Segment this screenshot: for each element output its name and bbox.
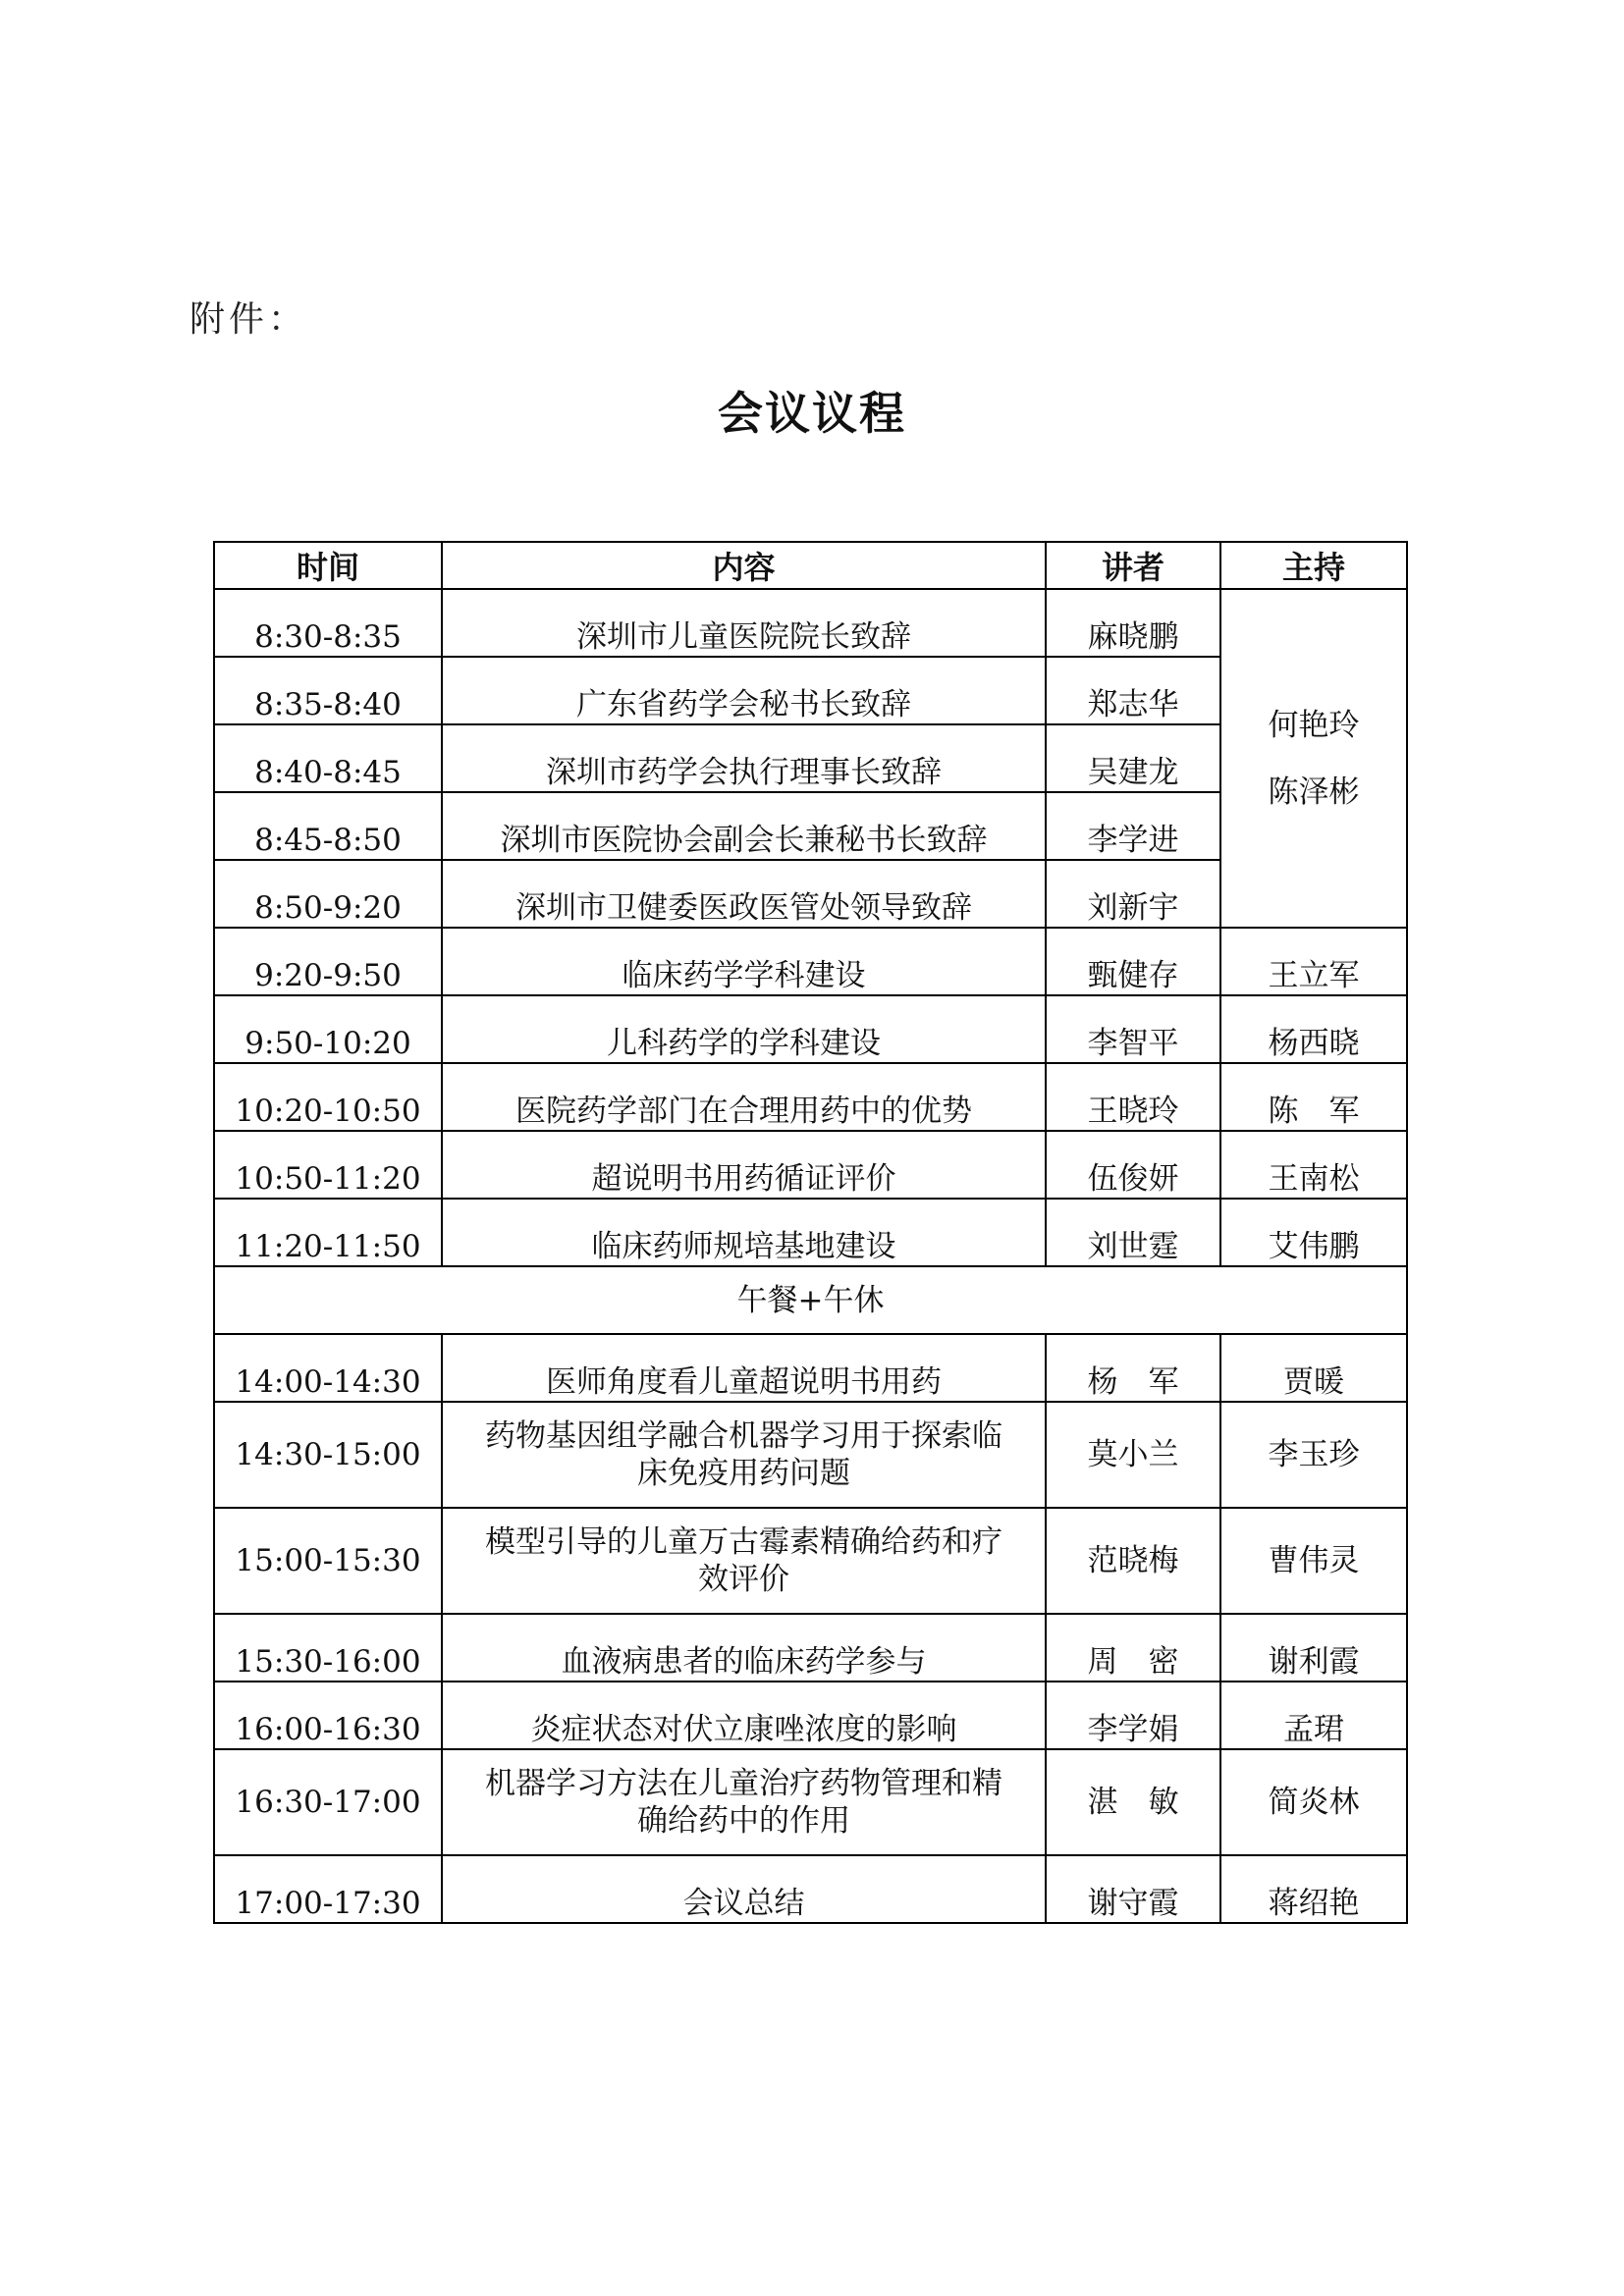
speaker-cell: 谢守霞 <box>1046 1855 1220 1923</box>
agenda-table <box>213 541 1408 1924</box>
host-cell: 谢利霞 <box>1220 1614 1407 1682</box>
time-cell: 8:50-9:20 <box>214 860 442 928</box>
content-cell: 深圳市医院协会副会长兼秘书长致辞 <box>442 792 1046 860</box>
content-cell: 超说明书用药循证评价 <box>442 1131 1046 1199</box>
speaker-cell: 郑志华 <box>1046 657 1220 724</box>
page-title: 会议议程 <box>718 387 906 440</box>
time-cell: 8:30-8:35 <box>214 589 442 657</box>
host-cell: 李玉珍 <box>1220 1402 1407 1508</box>
time-cell: 9:20-9:50 <box>214 928 442 995</box>
lunch-row <box>214 1266 1407 1334</box>
lunch-break-cell: 午餐+午休 <box>214 1266 1407 1334</box>
host-cell: 陈 军 <box>1220 1063 1407 1131</box>
header-content: 内容 <box>442 542 1046 589</box>
time-cell: 8:45-8:50 <box>214 792 442 860</box>
time-cell: 9:50-10:20 <box>214 995 442 1063</box>
content-cell <box>442 1508 1046 1614</box>
table-row <box>214 589 1407 657</box>
host-cell: 蒋绍艳 <box>1220 1855 1407 1923</box>
host-cell: 简炎林 <box>1220 1749 1407 1855</box>
content-cell: 炎症状态对伏立康唑浓度的影响 <box>442 1682 1046 1749</box>
table-row <box>214 1063 1407 1131</box>
table-row <box>214 1199 1407 1266</box>
content-cell: 血液病患者的临床药学参与 <box>442 1614 1046 1682</box>
time-cell: 15:30-16:00 <box>214 1614 442 1682</box>
speaker-cell: 李学娟 <box>1046 1682 1220 1749</box>
host-cell: 王南松 <box>1220 1131 1407 1199</box>
time-cell: 15:00-15:30 <box>214 1508 442 1614</box>
time-cell: 10:50-11:20 <box>214 1131 442 1199</box>
table-row <box>214 928 1407 995</box>
speaker-cell: 范晓梅 <box>1046 1508 1220 1614</box>
table-row <box>214 1334 1407 1402</box>
content-cell: 临床药学学科建设 <box>442 928 1046 995</box>
table-row <box>214 1749 1407 1855</box>
header-speaker: 讲者 <box>1046 542 1220 589</box>
speaker-cell: 莫小兰 <box>1046 1402 1220 1508</box>
content-line: 机器学习方法在儿童治疗药物管理和精 <box>485 1766 1002 1801</box>
speaker-cell: 李智平 <box>1046 995 1220 1063</box>
content-line: 药物基因组学融合机器学习用于探索临 <box>485 1418 1002 1454</box>
time-cell: 14:00-14:30 <box>214 1334 442 1402</box>
host-cell: 王立军 <box>1220 928 1407 995</box>
time-cell: 11:20-11:50 <box>214 1199 442 1266</box>
time-cell: 8:35-8:40 <box>214 657 442 724</box>
host-cell-group <box>1220 589 1407 928</box>
time-cell: 17:00-17:30 <box>214 1855 442 1923</box>
host-name: 陈泽彬 <box>1268 774 1360 810</box>
speaker-cell: 李学进 <box>1046 792 1220 860</box>
content-cell: 深圳市药学会执行理事长致辞 <box>442 724 1046 792</box>
content-cell: 医院药学部门在合理用药中的优势 <box>442 1063 1046 1131</box>
host-cell: 贾暖 <box>1220 1334 1407 1402</box>
speaker-cell: 刘世霆 <box>1046 1199 1220 1266</box>
content-cell: 广东省药学会秘书长致辞 <box>442 657 1046 724</box>
time-cell: 10:20-10:50 <box>214 1063 442 1131</box>
content-cell <box>442 1749 1046 1855</box>
table-row <box>214 1131 1407 1199</box>
speaker-cell: 周 密 <box>1046 1614 1220 1682</box>
speaker-cell: 甄健存 <box>1046 928 1220 995</box>
content-line: 效评价 <box>698 1562 789 1597</box>
header-row <box>214 542 1407 589</box>
content-cell <box>442 1402 1046 1508</box>
header-time: 时间 <box>214 542 442 589</box>
host-name: 何艳玲 <box>1268 707 1360 743</box>
speaker-cell: 刘新宇 <box>1046 860 1220 928</box>
table-row <box>214 1402 1407 1508</box>
table-row <box>214 1614 1407 1682</box>
host-cell: 孟珺 <box>1220 1682 1407 1749</box>
table-row <box>214 1508 1407 1614</box>
speaker-cell: 伍俊妍 <box>1046 1131 1220 1199</box>
time-cell: 16:00-16:30 <box>214 1682 442 1749</box>
speaker-cell: 王晓玲 <box>1046 1063 1220 1131</box>
content-cell: 深圳市儿童医院院长致辞 <box>442 589 1046 657</box>
time-cell: 16:30-17:00 <box>214 1749 442 1855</box>
table-row <box>214 1855 1407 1923</box>
host-cell: 艾伟鹏 <box>1220 1199 1407 1266</box>
content-cell: 深圳市卫健委医政医管处领导致辞 <box>442 860 1046 928</box>
time-cell: 14:30-15:00 <box>214 1402 442 1508</box>
content-cell: 临床药师规培基地建设 <box>442 1199 1046 1266</box>
speaker-cell: 湛 敏 <box>1046 1749 1220 1855</box>
content-line: 模型引导的儿童万古霉素精确给药和疗 <box>485 1524 1002 1560</box>
annex-label: 附件： <box>189 299 308 340</box>
speaker-cell: 杨 军 <box>1046 1334 1220 1402</box>
speaker-cell: 麻晓鹏 <box>1046 589 1220 657</box>
header-host: 主持 <box>1220 542 1407 589</box>
table-row <box>214 995 1407 1063</box>
time-cell: 8:40-8:45 <box>214 724 442 792</box>
content-cell: 会议总结 <box>442 1855 1046 1923</box>
host-cell: 曹伟灵 <box>1220 1508 1407 1614</box>
content-cell: 医师角度看儿童超说明书用药 <box>442 1334 1046 1402</box>
speaker-cell: 吴建龙 <box>1046 724 1220 792</box>
content-line: 确给药中的作用 <box>637 1803 850 1839</box>
content-cell: 儿科药学的学科建设 <box>442 995 1046 1063</box>
table-row <box>214 1682 1407 1749</box>
host-cell: 杨西晓 <box>1220 995 1407 1063</box>
content-line: 床免疫用药问题 <box>637 1456 850 1491</box>
